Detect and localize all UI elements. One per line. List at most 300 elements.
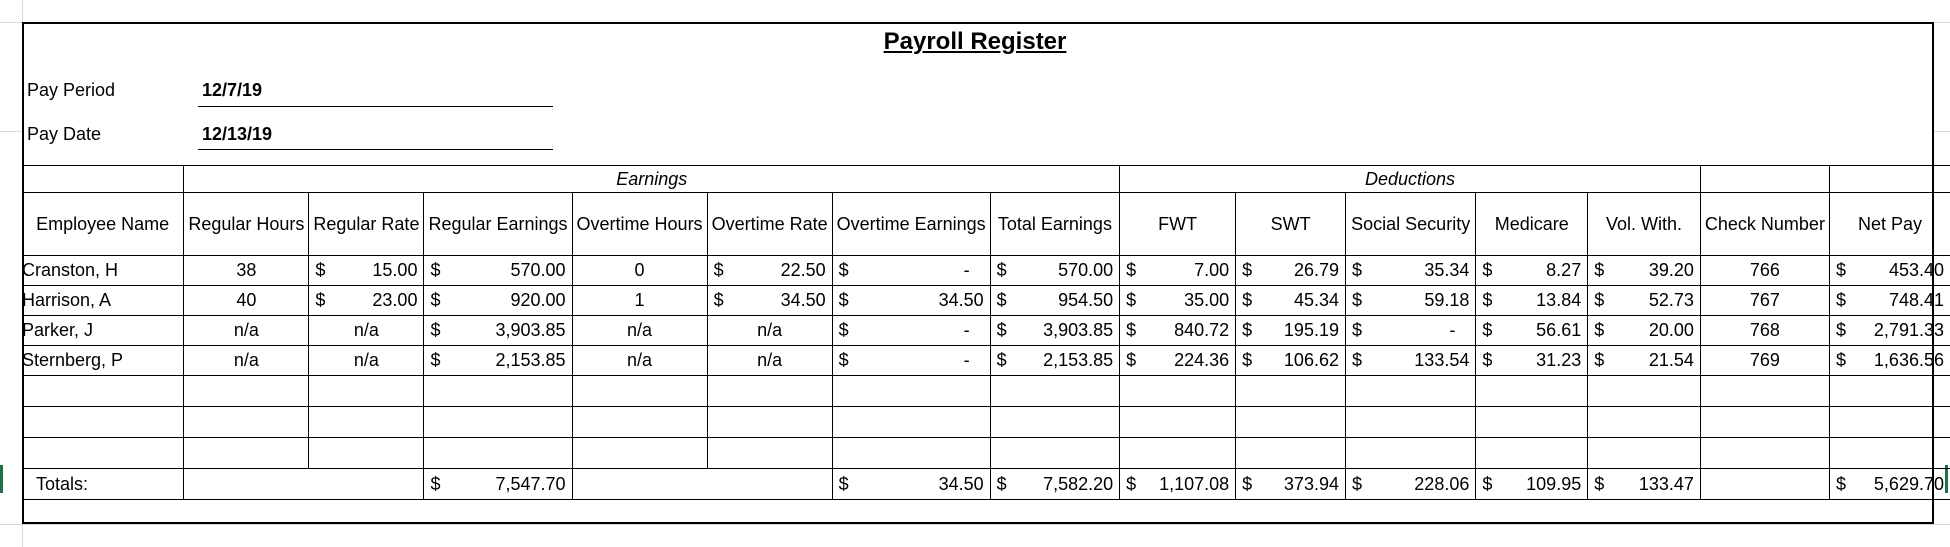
currency-symbol: $ [1242,350,1253,370]
blank-cell[interactable] [1588,438,1701,469]
currency-value [991,290,1120,311]
amount: 7.00 [1194,260,1230,280]
group-header-row [22,166,1950,193]
blank-cell[interactable] [707,407,832,438]
blank-cell[interactable] [424,376,572,407]
column-header [832,193,990,256]
blank-cell[interactable] [1476,407,1588,438]
amount: 20.00 [1648,320,1694,340]
cell-total-earn[interactable] [990,316,1120,346]
currency-value [1588,320,1700,341]
currency-symbol: $ [1351,473,1362,494]
currency-value [1236,474,1345,495]
currency-value [1236,320,1345,341]
column-header-label: Vol. With. [1606,213,1683,234]
currency-symbol: $ [430,320,441,340]
cell-check[interactable]: 767 [1700,286,1829,316]
currency-symbol: $ [1126,473,1137,494]
currency-symbol: $ [1351,320,1362,340]
blank-cell[interactable] [309,438,424,469]
sheet-gridline [0,524,1950,525]
cell-fwt[interactable] [1120,346,1236,376]
pay-date-underline [198,149,553,150]
cell-ot-rate[interactable] [707,286,832,316]
selection-indicator [0,465,3,493]
currency-value [1120,290,1235,311]
currency-value [1346,320,1475,341]
currency-value [1476,260,1587,281]
currency-symbol: $ [1242,290,1253,310]
blank-cell[interactable] [1829,407,1950,438]
blank-cell[interactable] [572,376,707,407]
currency-value [991,350,1120,371]
cell-fwt[interactable] [1120,316,1236,346]
amount: 15.00 [372,260,418,280]
currency-symbol: $ [1594,350,1605,370]
amount: 373.94 [1283,473,1339,494]
total-blank[interactable] [309,469,424,500]
column-header-label: Medicare [1494,213,1569,234]
currency-symbol: $ [430,473,441,494]
currency-symbol: $ [1351,350,1362,370]
cell-fwt[interactable] [1120,286,1236,316]
pay-period-underline [198,106,553,107]
cell-net[interactable] [1829,346,1950,376]
cell-medicare[interactable] [1476,346,1588,376]
currency-symbol: $ [838,290,849,310]
currency-symbol: $ [838,350,849,370]
column-header [309,193,424,256]
cell-total-earn[interactable] [990,346,1120,376]
amount: 954.50 [1058,290,1114,310]
column-header-label: Regular Earnings [428,213,568,234]
cell-ot-rate[interactable]: n/a [707,316,832,346]
cell-vol[interactable] [1588,286,1701,316]
currency-value [708,290,832,311]
blank-cell[interactable] [1120,407,1236,438]
column-header [1588,193,1701,256]
amount: 34.50 [780,290,826,310]
pay-date-label: Pay Date [27,124,102,144]
total-ot-earn[interactable] [832,469,990,500]
amount: 52.73 [1648,290,1694,310]
total-blank[interactable] [707,469,832,500]
total-swt[interactable] [1236,469,1346,500]
blank-cell[interactable] [707,376,832,407]
amount: 39.20 [1648,260,1694,280]
column-header-label: Overtime Earnings [836,213,986,234]
amount: 1,107.08 [1159,473,1230,494]
column-header-label: Employee Name [36,213,170,234]
amount: - [963,320,970,340]
currency-value [1476,320,1587,341]
currency-symbol: $ [1482,320,1493,340]
employee-name-cell[interactable]: Harrison, A [22,286,184,316]
currency-value [833,260,990,281]
total-blank[interactable] [572,469,707,500]
blank-cell[interactable] [309,376,424,407]
page-title: Payroll Register [883,28,1067,55]
column-header [1345,193,1475,256]
currency-symbol: $ [1242,320,1253,340]
currency-value [1236,260,1345,281]
cell-check[interactable]: 766 [1700,256,1829,286]
blank-cell[interactable] [424,438,572,469]
blank-cell[interactable] [990,438,1120,469]
currency-symbol: $ [838,473,849,494]
cell-swt[interactable] [1236,346,1346,376]
cell-medicare[interactable] [1476,256,1588,286]
blank-cell[interactable] [572,438,707,469]
cell-reg-rate[interactable] [309,286,424,316]
blank-row [22,376,1950,407]
pay-period-value[interactable]: 12/7/19 [202,80,263,100]
currency-value [1830,350,1950,371]
table-row [22,286,1950,316]
cell-ot-hours[interactable]: n/a [572,346,707,376]
currency-value [1120,320,1235,341]
blank-row [22,438,1950,469]
amount: - [963,260,970,280]
blank-cell[interactable] [22,438,184,469]
currency-symbol: $ [1126,260,1137,280]
amount: 106.62 [1283,350,1339,370]
currency-symbol: $ [996,290,1007,310]
currency-value [424,474,571,495]
amount: 570.00 [1058,260,1114,280]
cell-reg-hours[interactable]: n/a [184,316,309,346]
blank-cell[interactable] [1829,376,1950,407]
cell-vol[interactable] [1588,316,1701,346]
currency-symbol: $ [1126,350,1137,370]
currency-value [991,320,1120,341]
cell-vol[interactable] [1588,256,1701,286]
currency-symbol: $ [996,320,1007,340]
currency-symbol: $ [1482,260,1493,280]
group-blank [22,166,184,193]
amount: 3,903.85 [1043,320,1114,340]
column-header [1476,193,1588,256]
currency-value [1476,290,1587,311]
currency-symbol: $ [838,320,849,340]
column-header-row [22,193,1950,256]
totals-label: Totals: [22,469,184,500]
currency-value [1120,260,1235,281]
amount: 2,153.85 [1043,350,1114,370]
blank-cell[interactable] [1236,438,1346,469]
cell-ot-hours[interactable]: 1 [572,286,707,316]
amount: 31.23 [1536,350,1582,370]
amount: - [963,350,970,370]
cell-reg-rate[interactable] [309,256,424,286]
cell-reg-earn[interactable] [424,346,572,376]
currency-value [1830,290,1950,311]
column-header-label: FWT [1158,213,1198,234]
currency-symbol: $ [1126,320,1137,340]
cell-ot-earn[interactable] [832,316,990,346]
cell-reg-earn[interactable] [424,286,572,316]
blank-cell[interactable] [1829,438,1950,469]
blank-cell[interactable] [1476,438,1588,469]
blank-cell[interactable] [22,376,184,407]
cell-ss[interactable] [1345,256,1475,286]
currency-value [309,290,423,311]
earnings-group-header: Earnings [184,166,1120,193]
employee-name-cell[interactable]: Parker, J [22,316,184,346]
cell-ot-hours[interactable]: n/a [572,316,707,346]
cell-reg-hours[interactable]: 38 [184,256,309,286]
blank-cell[interactable] [1588,407,1701,438]
blank-cell[interactable] [832,438,990,469]
blank-cell[interactable] [707,438,832,469]
pay-period-label: Pay Period [27,80,116,100]
column-header-label: Total Earnings [997,213,1112,234]
currency-value [1588,260,1700,281]
cell-ss[interactable] [1345,346,1475,376]
blank-cell[interactable] [1345,376,1475,407]
currency-value [1346,474,1475,495]
amount: 26.79 [1293,260,1339,280]
blank-cell[interactable] [424,407,572,438]
table-row [22,256,1950,286]
blank-cell[interactable] [1588,376,1701,407]
currency-value [424,350,571,371]
cell-total-earn[interactable] [990,256,1120,286]
cell-reg-earn[interactable] [424,316,572,346]
cell-ot-hours[interactable]: 0 [572,256,707,286]
employee-name-cell[interactable]: Sternberg, P [22,346,184,376]
table-row [22,316,1950,346]
cell-net[interactable] [1829,286,1950,316]
currency-symbol: $ [1594,320,1605,340]
amount: 570.00 [510,260,566,280]
totals-row [22,469,1950,500]
currency-symbol: $ [1835,350,1846,370]
amount: 7,547.70 [495,473,566,494]
column-header-label: SWT [1270,213,1311,234]
cell-swt[interactable] [1236,286,1346,316]
column-header-label: Regular Rate [313,213,420,234]
cell-ss[interactable] [1345,286,1475,316]
blank-cell[interactable] [832,407,990,438]
cell-total-earn[interactable] [990,286,1120,316]
currency-value [1346,350,1475,371]
cell-reg-earn[interactable] [424,256,572,286]
amount: 2,153.85 [495,350,566,370]
total-blank[interactable] [1700,469,1829,500]
amount: 195.19 [1283,320,1339,340]
pay-date-value[interactable]: 12/13/19 [202,124,273,144]
amount: 224.36 [1174,350,1230,370]
column-header [572,193,707,256]
currency-symbol: $ [430,290,441,310]
currency-symbol: $ [315,260,326,280]
currency-value [1236,290,1345,311]
amount: 109.95 [1526,473,1582,494]
cell-net[interactable] [1829,316,1950,346]
amount: 3,903.85 [495,320,566,340]
cell-check[interactable]: 768 [1700,316,1829,346]
currency-symbol: $ [1594,290,1605,310]
currency-symbol: $ [1126,290,1137,310]
amount: 35.34 [1424,260,1470,280]
cell-check[interactable]: 769 [1700,346,1829,376]
currency-symbol: $ [1835,473,1846,494]
blank-cell[interactable] [1236,376,1346,407]
cell-ot-earn[interactable] [832,346,990,376]
blank-cell[interactable] [1120,438,1236,469]
cell-reg-hours[interactable]: 40 [184,286,309,316]
currency-value [833,290,990,311]
currency-value [424,290,571,311]
currency-symbol: $ [996,350,1007,370]
blank-cell[interactable] [1236,407,1346,438]
total-blank[interactable] [184,469,309,500]
amount: 133.47 [1638,473,1694,494]
cell-medicare[interactable] [1476,286,1588,316]
total-ss[interactable] [1345,469,1475,500]
cell-ot-earn[interactable] [832,256,990,286]
currency-value [1346,260,1475,281]
blank-cell[interactable] [184,438,309,469]
amount: 453.40 [1888,260,1944,280]
total-net[interactable] [1829,469,1950,500]
total-medicare[interactable] [1476,469,1588,500]
amount: 45.34 [1293,290,1339,310]
currency-symbol: $ [1351,260,1362,280]
currency-value [1476,474,1587,495]
currency-symbol: $ [1482,290,1493,310]
amount: 920.00 [510,290,566,310]
column-header [1120,193,1236,256]
currency-value [833,474,990,495]
group-blank [1829,166,1950,193]
total-fwt[interactable] [1120,469,1236,500]
cell-ot-rate[interactable]: n/a [707,346,832,376]
cell-ot-rate[interactable] [707,256,832,286]
blank-cell[interactable] [1345,438,1475,469]
column-header-label: Overtime Hours [576,213,703,234]
column-header [1700,193,1829,256]
amount: 21.54 [1648,350,1694,370]
column-header-label: Overtime Rate [711,213,828,234]
currency-value [1588,290,1700,311]
currency-value [991,474,1120,495]
currency-symbol: $ [713,290,724,310]
amount: 23.00 [372,290,418,310]
blank-cell[interactable] [309,407,424,438]
blank-cell[interactable] [832,376,990,407]
amount: 2,791.33 [1873,320,1944,340]
amount: 1,636.56 [1873,350,1944,370]
currency-symbol: $ [1351,290,1362,310]
cell-swt[interactable] [1236,316,1346,346]
currency-value [708,260,832,281]
currency-symbol: $ [430,260,441,280]
amount: 56.61 [1536,320,1582,340]
cell-fwt[interactable] [1120,256,1236,286]
group-blank [1700,166,1829,193]
blank-cell[interactable] [1700,407,1829,438]
column-header [707,193,832,256]
blank-cell[interactable] [1120,376,1236,407]
currency-value [833,320,990,341]
blank-cell[interactable] [1700,438,1829,469]
cell-medicare[interactable] [1476,316,1588,346]
total-vol[interactable] [1588,469,1701,500]
cell-vol[interactable] [1588,346,1701,376]
blank-cell[interactable] [22,407,184,438]
cell-net[interactable] [1829,256,1950,286]
currency-symbol: $ [996,473,1007,494]
cell-reg-rate[interactable]: n/a [309,316,424,346]
cell-reg-rate[interactable]: n/a [309,346,424,376]
column-header [424,193,572,256]
column-header-label: Social Security [1351,213,1471,234]
currency-value [1120,474,1235,495]
blank-cell[interactable] [572,407,707,438]
column-header [22,193,184,256]
currency-value [991,260,1120,281]
blank-cell[interactable] [990,407,1120,438]
blank-cell[interactable] [990,376,1120,407]
blank-cell[interactable] [1700,376,1829,407]
amount: 748.41 [1888,290,1944,310]
amount: 13.84 [1536,290,1582,310]
currency-symbol: $ [713,260,724,280]
blank-cell[interactable] [1476,376,1588,407]
cell-swt[interactable] [1236,256,1346,286]
amount: 34.50 [938,290,984,310]
amount: 35.00 [1184,290,1230,310]
currency-value [1346,290,1475,311]
column-header [990,193,1120,256]
blank-cell[interactable] [184,376,309,407]
blank-cell[interactable] [1345,407,1475,438]
currency-symbol: $ [1835,260,1846,280]
cell-reg-hours[interactable]: n/a [184,346,309,376]
column-header [1236,193,1346,256]
employee-name-cell[interactable]: Cranston, H [22,256,184,286]
currency-value [1830,474,1950,495]
currency-symbol: $ [838,260,849,280]
amount: 840.72 [1174,320,1230,340]
currency-symbol: $ [996,260,1007,280]
amount: 228.06 [1414,473,1470,494]
blank-cell[interactable] [184,407,309,438]
currency-symbol: $ [1482,473,1493,494]
cell-ss[interactable] [1345,316,1475,346]
currency-value [1476,350,1587,371]
currency-value [424,320,571,341]
currency-symbol: $ [1594,473,1605,494]
amount: 5,629.70 [1873,473,1944,494]
currency-value [1830,260,1950,281]
cell-ot-earn[interactable] [832,286,990,316]
amount: 133.54 [1414,350,1470,370]
currency-symbol: $ [315,290,326,310]
amount: 59.18 [1424,290,1470,310]
amount: - [1449,320,1456,340]
total-total-earn[interactable] [990,469,1120,500]
currency-value [1236,350,1345,371]
amount: 8.27 [1546,260,1582,280]
table-row [22,346,1950,376]
currency-value [424,260,571,281]
currency-symbol: $ [430,350,441,370]
total-reg-earn[interactable] [424,469,572,500]
currency-symbol: $ [1242,260,1253,280]
